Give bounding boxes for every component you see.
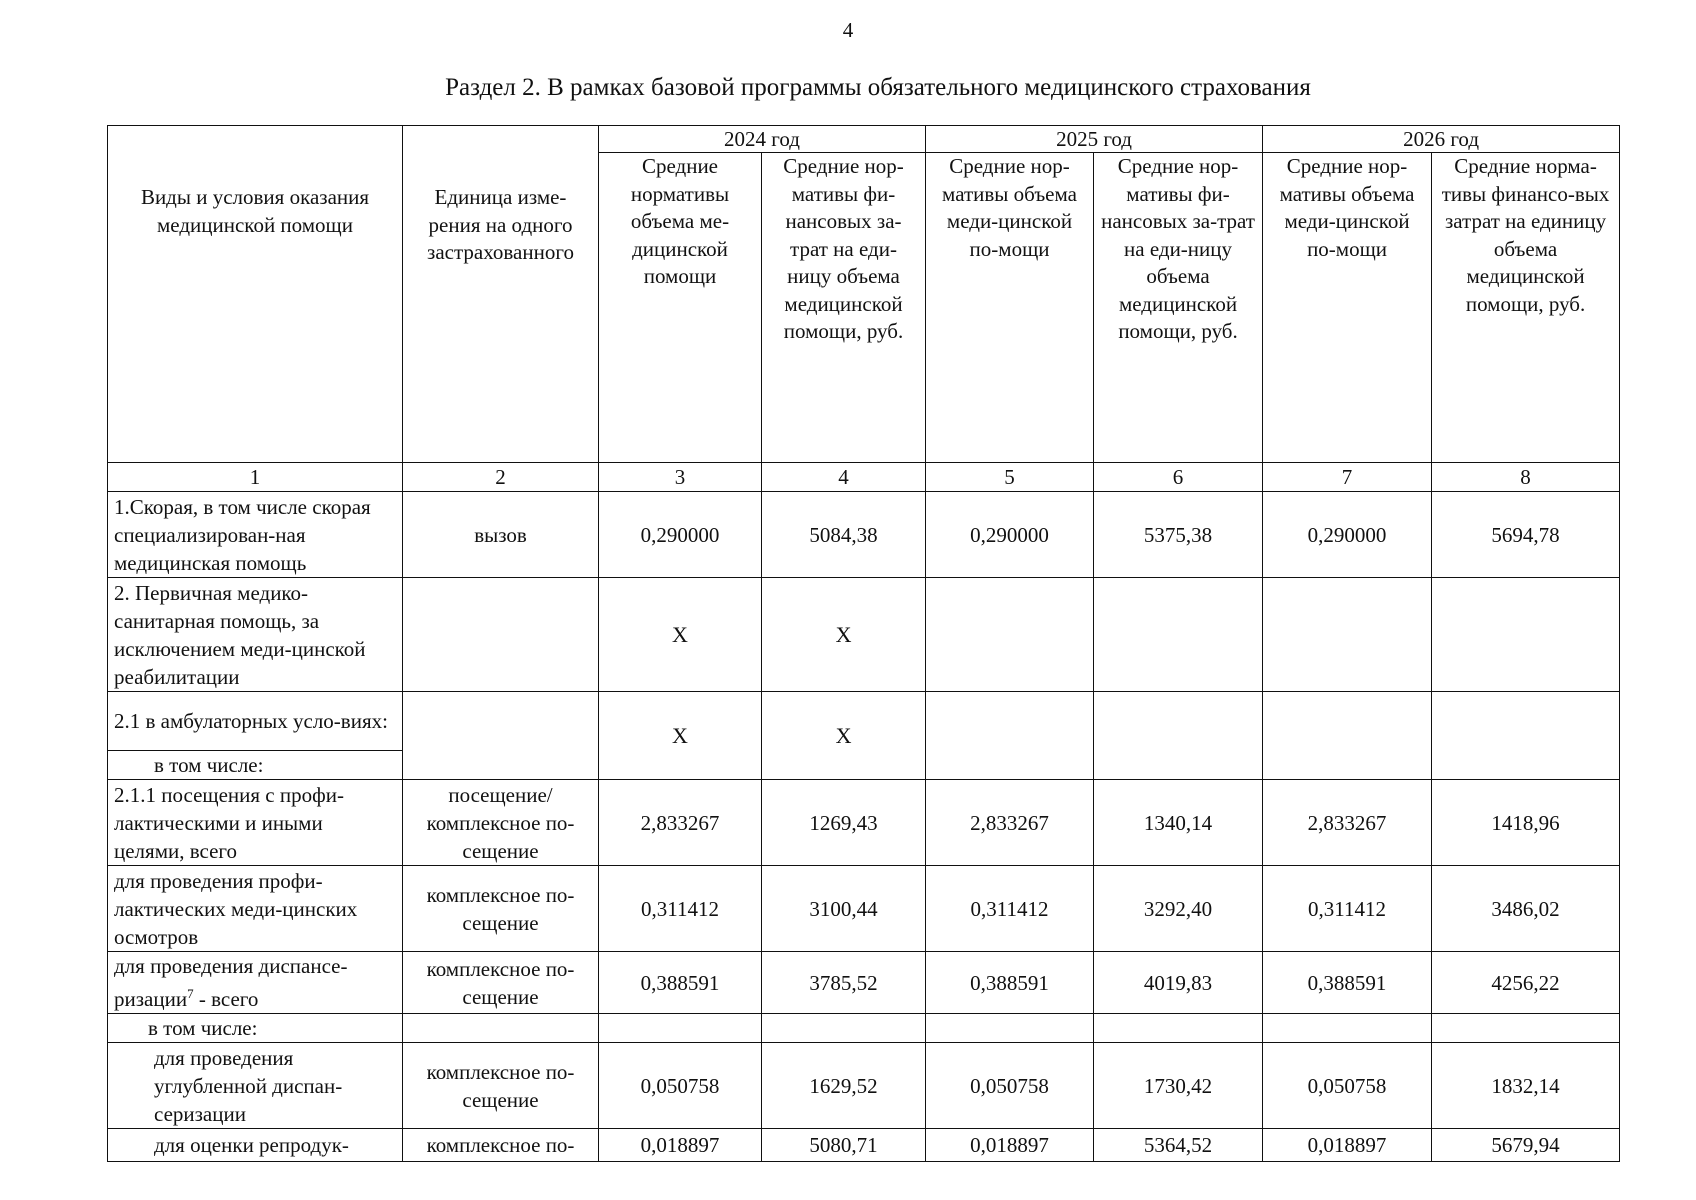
row-value <box>926 1014 1094 1043</box>
table-row <box>108 692 1620 751</box>
row-value: X <box>762 692 926 780</box>
table-row <box>108 492 1620 578</box>
row-value: 4256,22 <box>1432 952 1620 1014</box>
row-value: 1340,14 <box>1094 780 1263 866</box>
row-value: 5694,78 <box>1432 492 1620 578</box>
row-name: 2. Первичная медико-санитарная помощь, за исключением меди-цинской реабилитации <box>108 578 403 692</box>
row-value: X <box>599 692 762 780</box>
header-cost-2026: Средние норма-тивы финансо-вых затрат на единицу объема медицинской помощи, руб. <box>1432 153 1620 463</box>
row-value: 5080,71 <box>762 1129 926 1162</box>
section-title: Раздел 2. В рамках базовой программы обязательного медицинского страхования <box>445 74 1311 101</box>
row-unit: комплексное по-сещение <box>403 1043 599 1129</box>
column-number: 8 <box>1432 463 1620 492</box>
row-value: 0,311412 <box>1263 866 1432 952</box>
header-unit: Единица изме-рения на одного застрахованного <box>403 126 599 463</box>
column-number-row <box>108 463 1620 492</box>
row-unit: вызов <box>403 492 599 578</box>
header-volume-2024: Средние нормативы объема ме-дицинской помощи <box>599 153 762 463</box>
table-row <box>108 1014 1620 1043</box>
norms-table <box>107 125 1620 1162</box>
row-unit: комплексное по- <box>403 1129 599 1162</box>
row-value: 1269,43 <box>762 780 926 866</box>
column-number: 2 <box>403 463 599 492</box>
row-value: 2,833267 <box>1263 780 1432 866</box>
row-name-text: для проведения диспансе-ризации <box>114 954 348 1011</box>
row-value: 0,290000 <box>1263 492 1432 578</box>
row-value <box>1263 692 1432 780</box>
row-value: X <box>599 578 762 692</box>
header-cost-2024: Средние нор-мативы фи-нансовых за-трат на еди-ницу объема медицинской помощи, руб. <box>762 153 926 463</box>
row-value: 1629,52 <box>762 1043 926 1129</box>
row-value: 0,018897 <box>599 1129 762 1162</box>
row-name-tail: - всего <box>193 987 259 1011</box>
row-unit: комплексное по-сещение <box>403 866 599 952</box>
row-unit <box>403 1014 599 1043</box>
column-number: 7 <box>1263 463 1432 492</box>
row-value: 3100,44 <box>762 866 926 952</box>
row-unit: комплексное по-сещение <box>403 952 599 1014</box>
row-value: 0,050758 <box>1263 1043 1432 1129</box>
row-value: 5364,52 <box>1094 1129 1263 1162</box>
row-value <box>926 692 1094 780</box>
row-value: 2,833267 <box>926 780 1094 866</box>
row-value: X <box>762 578 926 692</box>
row-value: 1832,14 <box>1432 1043 1620 1129</box>
row-value <box>1263 1014 1432 1043</box>
table-row <box>108 1043 1620 1129</box>
row-value <box>1432 1014 1620 1043</box>
row-value <box>1263 578 1432 692</box>
column-number: 1 <box>108 463 403 492</box>
row-value: 0,018897 <box>1263 1129 1432 1162</box>
header-volume-2025: Средние нор-мативы объема меди-цинской по-мощи <box>926 153 1094 463</box>
row-name: для проведения углубленной диспан-серизации <box>108 1043 403 1129</box>
row-unit <box>403 692 599 780</box>
header-year-2025: 2025 год <box>926 126 1263 153</box>
column-number: 4 <box>762 463 926 492</box>
row-value: 3785,52 <box>762 952 926 1014</box>
row-name: в том числе: <box>108 1014 403 1043</box>
row-value: 1418,96 <box>1432 780 1620 866</box>
table-row <box>108 1129 1620 1162</box>
footnote-mark: 7 <box>187 986 194 1001</box>
header-volume-2026: Средние нор-мативы объема меди-цинской по-мощи <box>1263 153 1432 463</box>
row-name: для проведения профи-лактических меди-цинских осмотров <box>108 866 403 952</box>
table-row <box>108 578 1620 692</box>
row-value: 5084,38 <box>762 492 926 578</box>
row-subname: в том числе: <box>108 751 403 780</box>
row-value: 0,388591 <box>926 952 1094 1014</box>
row-name: для оценки репродук- <box>108 1129 403 1162</box>
row-value <box>599 1014 762 1043</box>
row-value: 0,311412 <box>599 866 762 952</box>
header-year-2024: 2024 год <box>599 126 926 153</box>
header-kind: Виды и условия оказания медицинской помощи <box>108 126 403 463</box>
row-value: 2,833267 <box>599 780 762 866</box>
row-value: 0,388591 <box>599 952 762 1014</box>
row-value: 0,050758 <box>926 1043 1094 1129</box>
row-unit <box>403 578 599 692</box>
row-value: 3292,40 <box>1094 866 1263 952</box>
row-value <box>1094 692 1263 780</box>
table-row <box>108 866 1620 952</box>
row-value: 3486,02 <box>1432 866 1620 952</box>
row-name: 1.Скорая, в том числе скорая специализирован-ная медицинская помощь <box>108 492 403 578</box>
row-value <box>1432 692 1620 780</box>
row-value: 0,018897 <box>926 1129 1094 1162</box>
row-value: 0,290000 <box>599 492 762 578</box>
table-row <box>108 952 1620 1014</box>
row-value: 4019,83 <box>1094 952 1263 1014</box>
column-number: 6 <box>1094 463 1263 492</box>
row-value <box>762 1014 926 1043</box>
row-value: 1730,42 <box>1094 1043 1263 1129</box>
page-number: 4 <box>842 18 854 42</box>
row-unit: посещение/ комплексное по-сещение <box>403 780 599 866</box>
row-value: 5679,94 <box>1432 1129 1620 1162</box>
row-value: 0,050758 <box>599 1043 762 1129</box>
row-name: 2.1.1 посещения с профи-лактическими и иными целями, всего <box>108 780 403 866</box>
row-value <box>1094 1014 1263 1043</box>
header-year-2026: 2026 год <box>1263 126 1620 153</box>
row-value <box>926 578 1094 692</box>
header-cost-2025: Средние нор-мативы фи-нансовых за-трат на еди-ницу объема медицинской помощи, руб. <box>1094 153 1263 463</box>
header-row-years <box>108 126 1620 153</box>
row-value: 0,388591 <box>1263 952 1432 1014</box>
row-value <box>1432 578 1620 692</box>
row-name: 2.1 в амбулаторных усло-виях: <box>108 692 403 751</box>
row-name <box>108 952 403 1014</box>
row-value <box>1094 578 1263 692</box>
row-value: 5375,38 <box>1094 492 1263 578</box>
row-value: 0,311412 <box>926 866 1094 952</box>
table-row <box>108 780 1620 866</box>
row-value: 0,290000 <box>926 492 1094 578</box>
column-number: 5 <box>926 463 1094 492</box>
column-number: 3 <box>599 463 762 492</box>
